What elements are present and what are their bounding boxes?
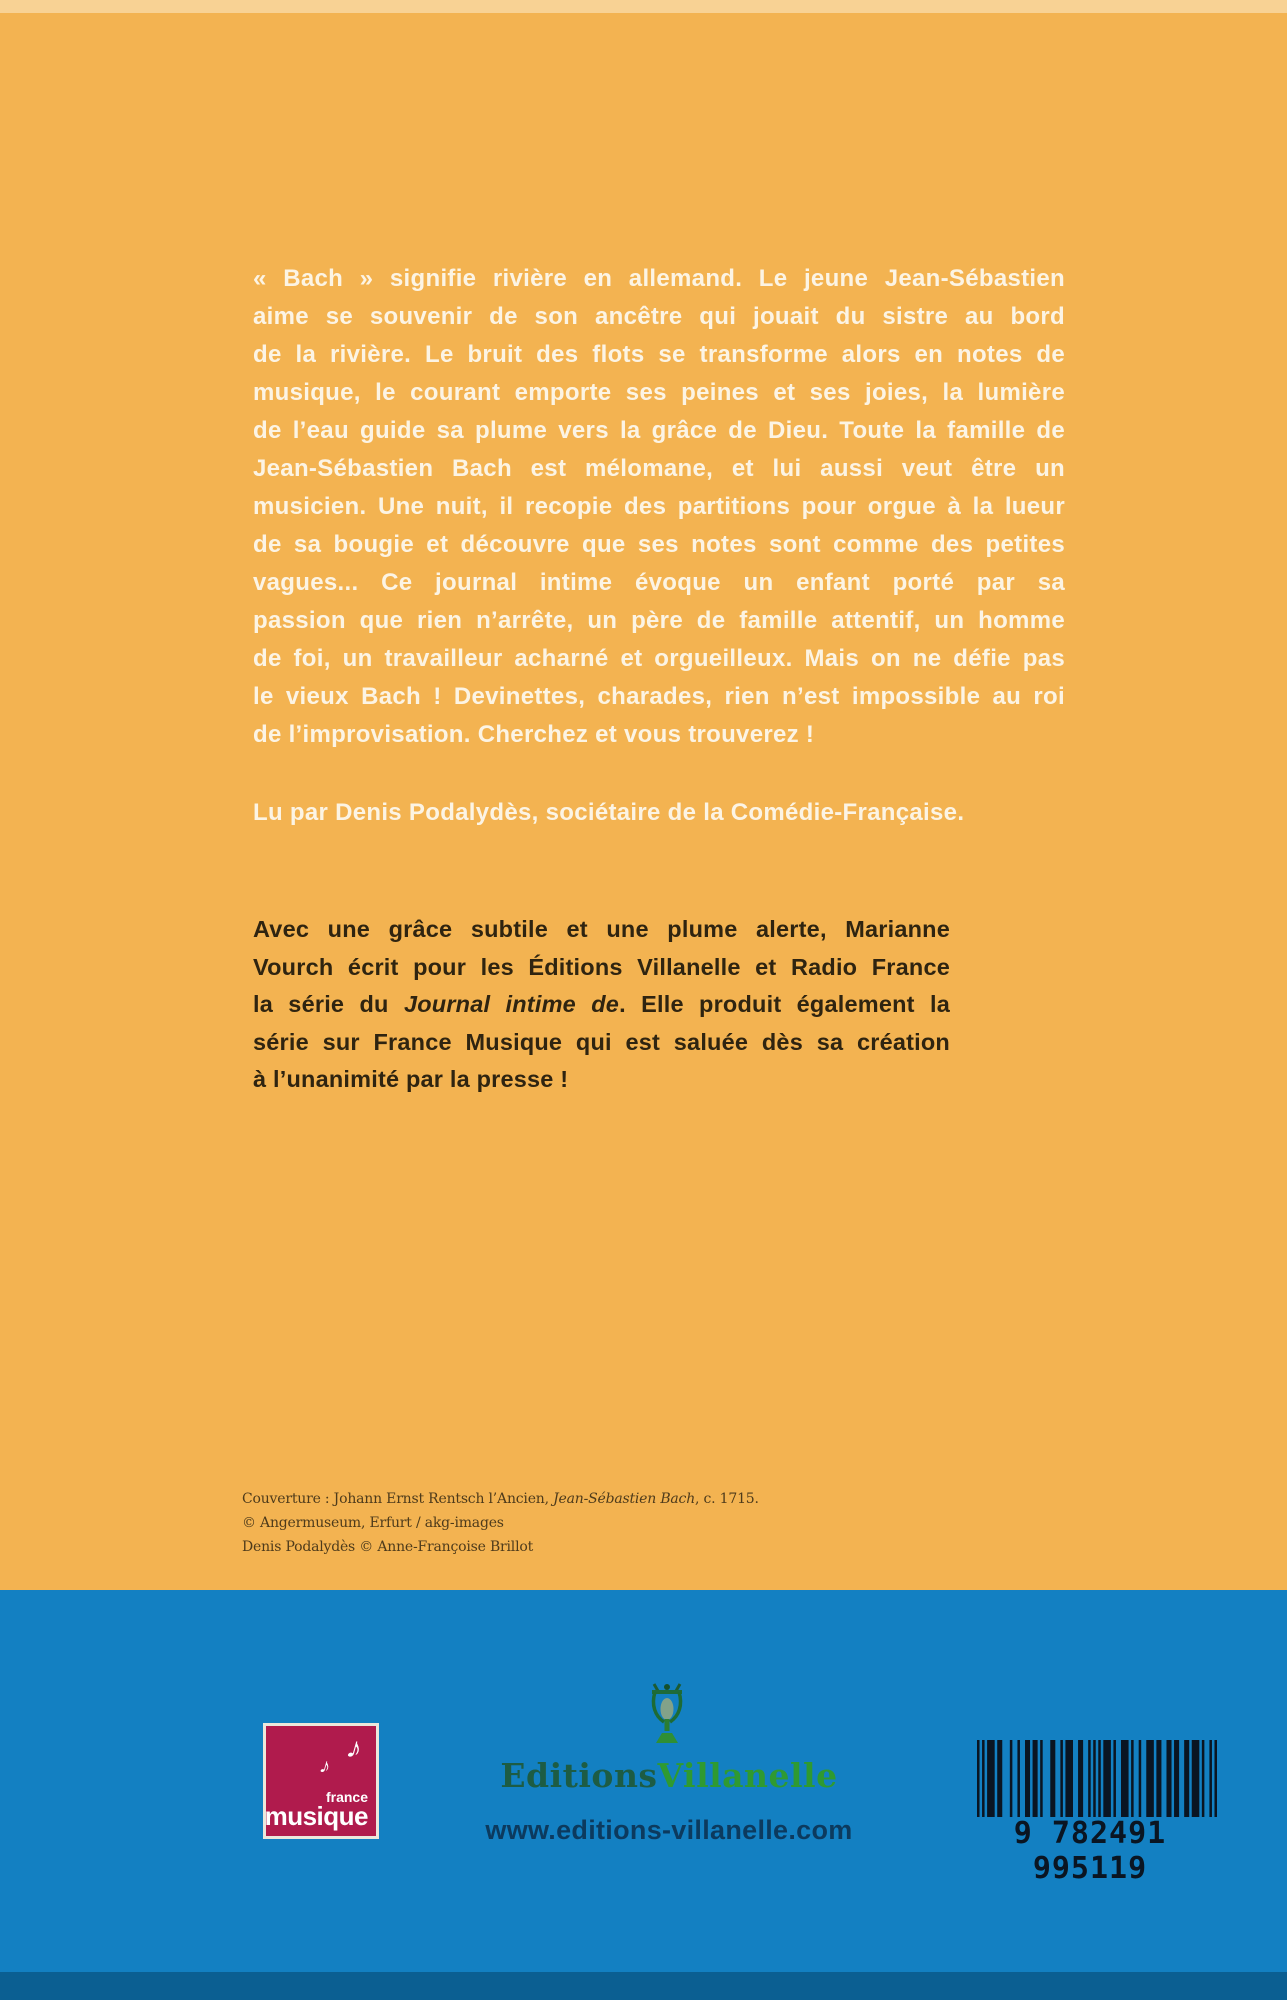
music-note-icon: ♪ [316,1753,333,1780]
bio-line: Vourch écrit pour les Éditions Villanelle et Radio France [253,953,950,980]
synopsis-line: vagues... Ce journal intime évoque un enfant porté par sa [253,569,1065,596]
synopsis-line: Jean-Sébastien Bach est mélomane, et lui aussi veut être un [253,455,1065,482]
publisher-name-part1: Editions [500,1756,658,1795]
synopsis-line: de foi, un travailleur acharné et orgueilleux. Mais on ne défie pas [253,645,1065,672]
synopsis-line: aime se souvenir de son ancêtre qui jouait du sistre au bord [253,303,1065,330]
credit-text: , c. 1715. [695,1491,759,1507]
synopsis-line: de l’eau guide sa plume vers la grâce de Dieu. Toute la famille de [253,417,1065,444]
synopsis-line: musicien. Une nuit, il recopie des partitions pour orgue à la lueur [253,493,1065,520]
credit-text: Couverture : Johann Ernst Rentsch l’Ancien, [242,1491,554,1507]
bio-line: série sur France Musique qui est saluée dès sa création [253,1028,950,1055]
cover-top-edge [0,0,1287,13]
synopsis-line: de l’improvisation. Cherchez et vous trouverez ! [253,721,815,748]
bio-text: . Elle produit également la [619,991,951,1018]
publisher-name-part2: Villanelle [657,1756,838,1795]
france-musique-wordmark [265,1791,368,1829]
publisher-band [0,1590,1287,2000]
bio-line: à l’unanimité par la presse ! [253,1066,569,1093]
publisher-url: www.editions-villanelle.com [485,1815,853,1845]
synopsis-line: passion que rien n’arrête, un père de famille attentif, un homme [253,607,1065,634]
france-musique-logo [263,1723,379,1839]
barcode-bars [977,1740,1217,1817]
artwork-title-italic: Jean-Sébastien Bach [553,1491,696,1507]
band-bottom-strip [0,1972,1287,2000]
synopsis-line: « Bach » signifie rivière en allemand. Le jeune Jean-Sébastien [253,265,1065,292]
bio-line: Avec une grâce subtile et une plume alerte, Marianne [253,916,950,942]
synopsis-line: musique, le courant emporte ses peines et ses joies, la lumière [253,379,1065,406]
france-musique-label-bottom: musique [264,1801,368,1831]
synopsis-line: le vieux Bach ! Devinettes, charades, rien n’est impossible au roi [253,683,1065,710]
author-bio-paragraph [253,911,950,1099]
credits-block [242,1487,802,1559]
series-title-italic: Journal intime de [403,991,620,1018]
bio-text: la série du [253,991,404,1018]
credit-line [242,1487,802,1511]
lyre-icon [648,1683,686,1747]
credit-line: Denis Podalydès © Anne-Françoise Brillot [242,1539,534,1555]
synopsis-line: de la rivière. Le bruit des flots se transforme alors en notes de [253,341,1065,368]
bio-line [253,986,950,1024]
narrator-line: Lu par Denis Podalydès, sociétaire de la Comédie-Française. [253,799,965,826]
synopsis-paragraph [253,260,1065,754]
synopsis-line: de sa bougie et découvre que ses notes sont comme des petites [253,531,1065,558]
france-musique-label-top: france [325,1789,368,1805]
music-note-icon: ♪ [342,1730,367,1767]
publisher-name [419,1756,919,1795]
barcode-digits: 9 782491 995119 [1013,1816,1167,1886]
credit-line: © Angermuseum, Erfurt / akg-images [242,1515,504,1531]
